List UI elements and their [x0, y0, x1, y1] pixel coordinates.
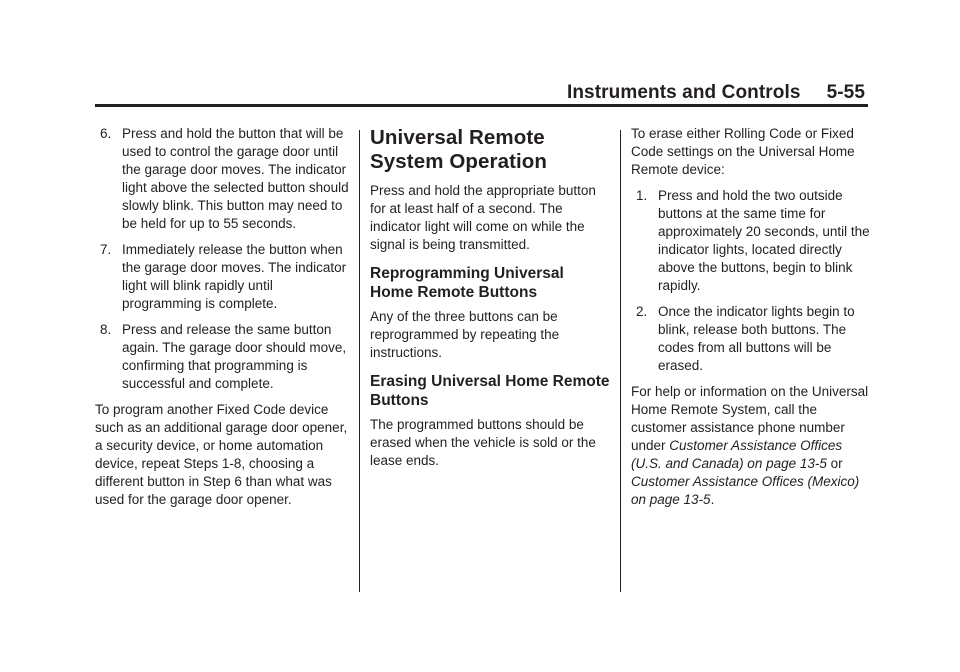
or-text: or — [830, 456, 843, 471]
help-paragraph — [631, 383, 873, 509]
section-title: Instruments and Controls — [566, 82, 801, 103]
fixed-code-paragraph: To program another Fixed Code device such as an additional garage door opener, a security device, or home automation device, repeat Steps 1-8, choosing a different button in Step 6 than what was used for the garage door opener. — [95, 402, 348, 507]
step-text: Once the indicator lights begin to blink, release both buttons. The codes from all buttons will be erased. — [658, 304, 855, 373]
end-punctuation: . — [710, 492, 715, 507]
step-number: 2. — [636, 304, 648, 319]
subheading-reprogramming: Reprogramming Universal Home Remote Buttons — [370, 265, 564, 301]
section-heading: Universal Remote System Operation — [370, 126, 548, 173]
step-text: Press and hold the button that will be used to control the garage door until the garage door moves. The indicator light above the selected button should slowly blink. This button may need to be held for up to 55 seconds. — [122, 126, 349, 231]
step-text: Immediately release the button when the garage door moves. The indicator light will blink rapidly until programming is complete. — [122, 242, 347, 311]
erasing-paragraph: The programmed buttons should be erased when the vehicle is sold or the lease ends. — [370, 417, 596, 468]
step-text: Press and release the same button again. The garage door should move, confirming that programming is successful and complete. — [122, 322, 347, 391]
column-3 — [631, 125, 873, 517]
step-text: Press and hold the two outside buttons at the same time for approximately 20 seconds, until the indicator lights, located directly above the buttons, begin to blink rapidly. — [658, 188, 870, 293]
cross-reference-mexico[interactable]: Customer Assistance Offices (Mexico) on page 13-5 — [631, 474, 860, 507]
reprogramming-paragraph: Any of the three buttons can be reprogrammed by repeating the instructions. — [370, 309, 560, 360]
help-text: For help or information on the Universal Home Remote System, call the customer assistance phone number under — [631, 384, 869, 453]
column-divider-2 — [620, 130, 621, 592]
step-number: 1. — [636, 188, 648, 203]
cross-reference-us-canada[interactable]: Customer Assistance Offices (U.S. and Canada) on page 13-5 — [631, 438, 843, 471]
step-7 — [95, 241, 350, 313]
step-8 — [95, 321, 350, 393]
step-6 — [95, 125, 350, 233]
column-1 — [95, 125, 350, 517]
column-2 — [370, 126, 610, 478]
step-2 — [631, 303, 873, 375]
header-rule — [95, 104, 868, 107]
subheading-erasing: Erasing Universal Home Remote Buttons — [370, 373, 610, 409]
step-1 — [631, 187, 873, 295]
step-number: 7. — [100, 242, 112, 257]
erase-intro: To erase either Rolling Code or Fixed Code settings on the Universal Home Remote device: — [631, 126, 855, 177]
page-number: 5-55 — [826, 82, 865, 103]
step-number: 8. — [100, 322, 112, 337]
operation-paragraph: Press and hold the appropriate button for at least half of a second. The indicator light will come on while the signal is being transmitted. — [370, 183, 596, 252]
step-number: 6. — [100, 126, 112, 141]
page-header — [567, 82, 865, 104]
column-divider-1 — [359, 130, 360, 592]
